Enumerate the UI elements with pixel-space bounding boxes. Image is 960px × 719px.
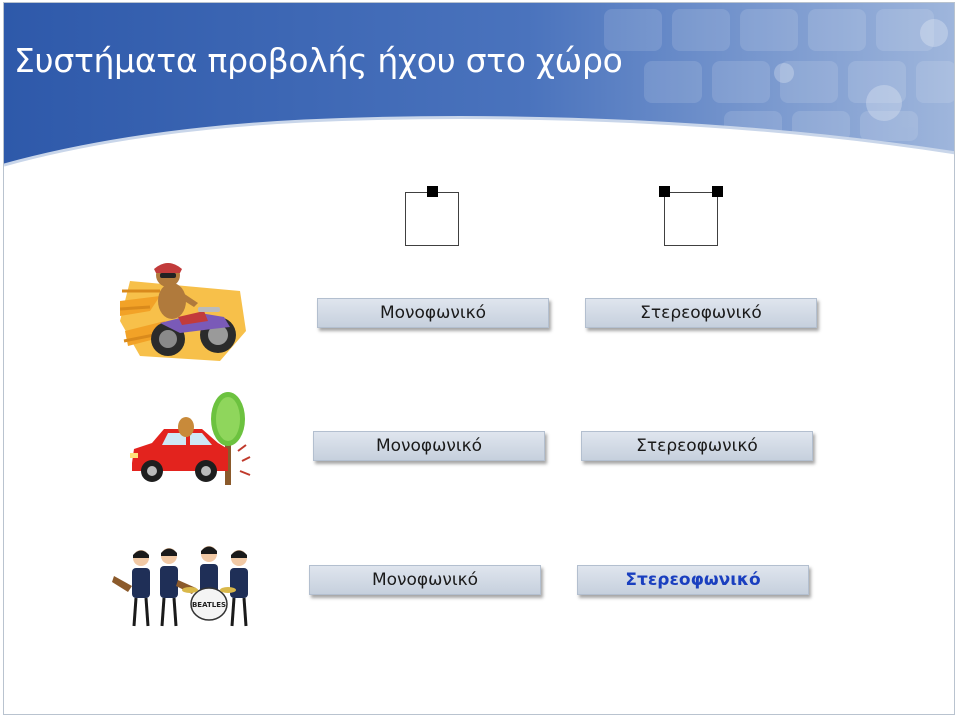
slide-title: Συστήματα προβολής ήχου στο χώρο	[14, 41, 623, 80]
speaker-icon-left	[659, 186, 670, 197]
speaker-icon	[427, 186, 438, 197]
listening-room-box	[664, 192, 718, 246]
listening-room-box	[405, 192, 459, 246]
row1-stereo-button[interactable]: Στερεοφωνικό	[585, 298, 817, 328]
speaker-icon-right	[712, 186, 723, 197]
row2-mono-button[interactable]: Μονοφωνικό	[313, 431, 545, 461]
row2-stereo-button[interactable]: Στερεοφωνικό	[581, 431, 813, 461]
row3-stereo-button[interactable]: Στερεοφωνικό	[577, 565, 809, 595]
mono-speaker-diagram	[405, 186, 461, 246]
row1-mono-button[interactable]: Μονοφωνικό	[317, 298, 549, 328]
drum-logo-text: BEATLES	[191, 601, 227, 609]
header-band	[4, 3, 955, 178]
slide	[3, 2, 955, 715]
beatles-band-icon	[112, 546, 254, 632]
stereo-speaker-diagram	[659, 186, 723, 246]
row3-mono-button[interactable]: Μονοφωνικό	[309, 565, 541, 595]
car-crash-icon	[128, 391, 252, 487]
motorcycle-dog-icon	[120, 261, 246, 363]
